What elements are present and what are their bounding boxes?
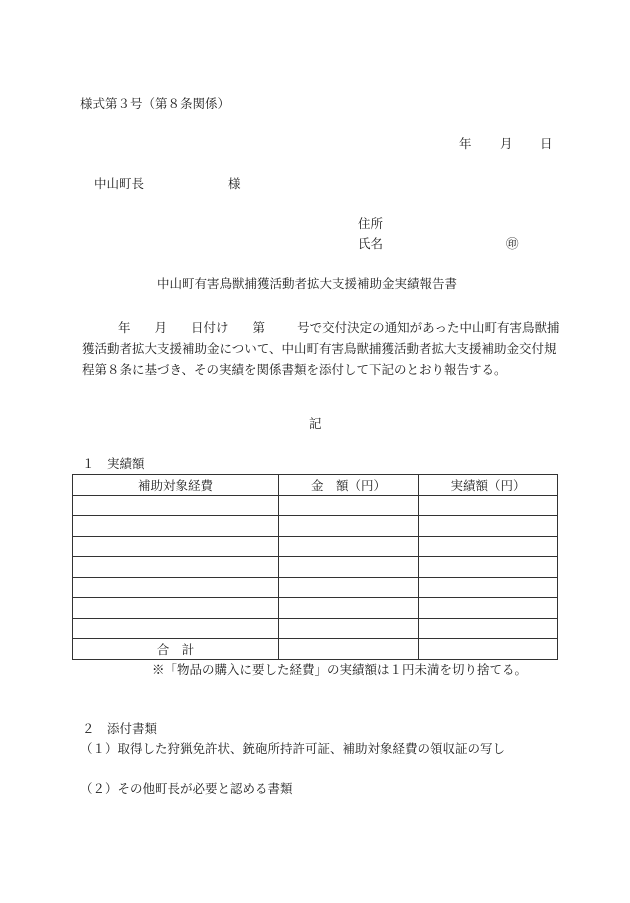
total-actual-cell[interactable] — [419, 639, 558, 660]
body-number-prefix: 第 — [252, 320, 266, 335]
total-label: 合 計 — [73, 639, 279, 660]
date-day: 日 — [540, 136, 553, 151]
table-cell[interactable] — [279, 557, 419, 578]
table-row — [73, 516, 558, 537]
table-cell[interactable] — [279, 598, 419, 619]
body-text: 号で交付決定の通知があった中山町有害鳥獣捕獲活動者拡大支援補助金について、中山町有害鳥獣捕獲活動者拡大支援補助金交付規程第８条に基づき、その実績を関係書類を添付して下記のとおり報告する。 — [82, 320, 560, 377]
table-cell[interactable] — [73, 598, 279, 619]
table-row — [73, 495, 558, 516]
table-cell[interactable] — [279, 536, 419, 557]
table-cell[interactable] — [419, 536, 558, 557]
table-row — [73, 557, 558, 578]
section1-heading: １ 実績額 — [82, 456, 145, 471]
body-month: 月 — [154, 320, 168, 335]
table-cell[interactable] — [419, 618, 558, 639]
table-row — [73, 618, 558, 639]
form-number: 様式第３号（第８条関係） — [80, 96, 231, 111]
table-header-row — [73, 475, 558, 496]
table-cell[interactable] — [73, 557, 279, 578]
date-month: 月 — [500, 136, 513, 151]
header-amount: 金 額（円） — [279, 475, 419, 496]
attachment-item-2: （２）その他町長が必要と認める書類 — [80, 781, 293, 796]
table-cell[interactable] — [279, 618, 419, 639]
rounding-note: ※「物品の購入に要した経費」の実績額は１円未満を切り捨てる。 — [152, 662, 528, 677]
name-label: 氏名 — [358, 236, 384, 251]
table-cell[interactable] — [73, 577, 279, 598]
ki-heading: 記 — [309, 416, 322, 431]
table-cell[interactable] — [279, 516, 419, 537]
attachment-item-1: （１）取得した狩猟免許状、銃砲所持許可証、補助対象経費の領収証の写し — [80, 741, 506, 756]
body-date-suffix: 日付け — [191, 320, 229, 335]
expense-table — [72, 474, 558, 660]
address-label: 住所 — [358, 216, 384, 231]
table-row — [73, 577, 558, 598]
header-expense: 補助対象経費 — [73, 475, 279, 496]
table-cell[interactable] — [73, 495, 279, 516]
table-cell[interactable] — [279, 495, 419, 516]
table-cell[interactable] — [419, 577, 558, 598]
table-cell[interactable] — [419, 495, 558, 516]
document-title: 中山町有害鳥獣捕獲活動者拡大支援補助金実績報告書 — [157, 276, 458, 291]
total-amount-cell[interactable] — [279, 639, 419, 660]
table-cell[interactable] — [73, 618, 279, 639]
table-cell[interactable] — [419, 557, 558, 578]
table-cell[interactable] — [419, 598, 558, 619]
date-year: 年 — [459, 136, 472, 151]
header-actual: 実績額（円） — [419, 475, 558, 496]
table-cell[interactable] — [73, 536, 279, 557]
table-row — [73, 598, 558, 619]
section2-heading: ２ 添付書類 — [82, 721, 158, 736]
table-cell[interactable] — [279, 577, 419, 598]
table-cell[interactable] — [73, 516, 279, 537]
seal-mark: ㊞ — [506, 236, 519, 251]
body-paragraph — [82, 317, 560, 380]
table-cell[interactable] — [419, 516, 558, 537]
table-total-row — [73, 639, 558, 660]
addressee-name: 中山町長 — [94, 176, 145, 191]
table-row — [73, 536, 558, 557]
addressee-honorific: 様 — [228, 176, 241, 191]
body-year: 年 — [118, 320, 131, 335]
